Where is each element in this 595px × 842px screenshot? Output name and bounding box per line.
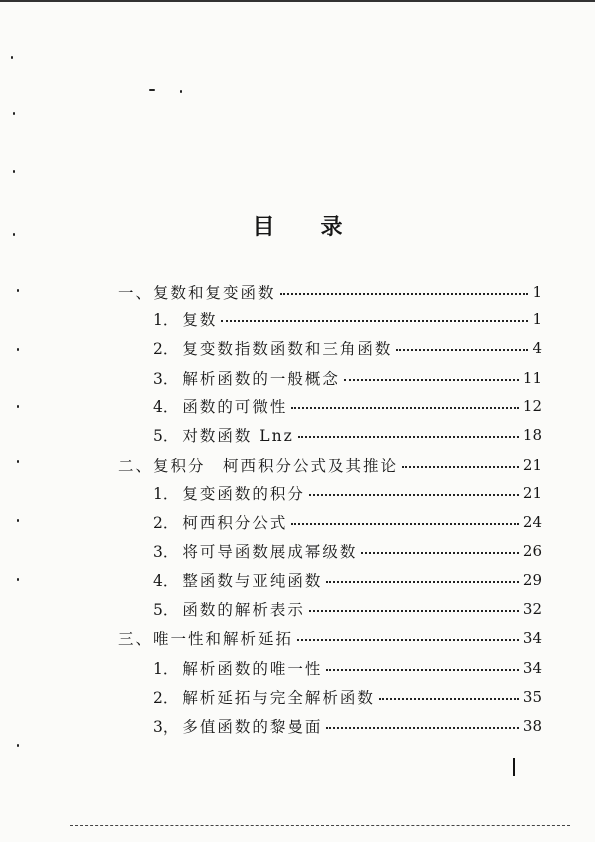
toc-number: 4． — [153, 572, 179, 590]
toc-number: 3． — [153, 370, 179, 388]
toc-section-1-1[interactable] — [153, 307, 542, 331]
scan-speck — [17, 460, 19, 463]
toc-label: 柯西积分公式 — [182, 514, 288, 532]
dot-leader — [221, 320, 528, 322]
toc-label: 一、复数和复变函数 — [118, 284, 276, 302]
toc-label: 将可导函数展成幂级数 — [182, 543, 358, 561]
toc-label: 二、复积分 柯西积分公式及其推论 — [118, 457, 399, 475]
toc-page-number: 34 — [522, 629, 542, 647]
toc-label: 复数 — [182, 311, 218, 329]
toc-page-number: 1 — [532, 283, 542, 301]
toc-number: 1． — [153, 660, 179, 678]
dot-leader — [297, 639, 519, 641]
toc-section-3-1[interactable] — [153, 656, 542, 680]
toc-section-1-5[interactable] — [153, 423, 542, 447]
toc-section-1-2[interactable] — [153, 336, 542, 360]
toc-label: 函数的可微性 — [182, 398, 288, 416]
dot-leader — [326, 669, 519, 671]
scan-speck — [13, 112, 15, 115]
bottom-edge-rule — [70, 825, 570, 826]
dot-leader — [326, 581, 519, 583]
toc-label: 对数函数 Lnz — [182, 427, 294, 445]
toc-page-number: 21 — [522, 456, 542, 474]
scan-speck — [11, 56, 13, 59]
dot-leader — [309, 494, 519, 496]
toc-section-3-2[interactable] — [153, 685, 542, 709]
toc-page-number: 32 — [522, 600, 542, 618]
dot-leader — [309, 610, 519, 612]
scan-speck — [17, 348, 19, 351]
folio-mark — [513, 758, 515, 776]
scan-speck — [13, 170, 15, 173]
toc-label: 解析函数的一般概念 — [182, 370, 340, 388]
toc-number: 3． — [153, 543, 179, 561]
toc-page-number: 35 — [522, 688, 542, 706]
toc-section-2-3[interactable] — [153, 539, 542, 563]
scan-speck — [149, 89, 155, 91]
scan-speck — [17, 405, 19, 408]
toc-number: 1． — [153, 485, 179, 503]
toc-number: 5． — [153, 601, 179, 619]
toc-number: 1． — [153, 311, 179, 329]
toc-section-3-3[interactable] — [153, 714, 542, 738]
toc-number: 2． — [153, 340, 179, 358]
top-edge-rule — [0, 0, 595, 2]
toc-section-2-5[interactable] — [153, 597, 542, 621]
toc-page-number: 34 — [522, 659, 542, 677]
toc-label: 整函数与亚纯函数 — [182, 572, 323, 590]
dot-leader — [344, 379, 519, 381]
toc-number: 3， — [153, 718, 179, 736]
dot-leader — [402, 466, 519, 468]
toc-page-number: 18 — [522, 426, 542, 444]
dot-leader — [379, 698, 519, 700]
toc-number: 4． — [153, 398, 179, 416]
toc-section-1-3[interactable] — [153, 366, 542, 390]
toc-page-number: 38 — [522, 717, 542, 735]
dot-leader — [361, 552, 519, 554]
toc-label: 解析函数的唯一性 — [182, 660, 323, 678]
dot-leader — [291, 523, 519, 525]
toc-page-number: 24 — [522, 513, 542, 531]
toc-page-number: 29 — [522, 571, 542, 589]
toc-page-number: 1 — [532, 310, 542, 328]
dot-leader — [326, 727, 519, 729]
toc-label: 解析延拓与完全解析函数 — [182, 689, 375, 707]
scan-speck — [17, 289, 19, 292]
dot-leader — [280, 293, 529, 295]
toc-chapter-2[interactable] — [118, 453, 542, 477]
scan-speck — [17, 519, 19, 522]
scan-speck — [17, 744, 19, 747]
dot-leader — [298, 436, 519, 438]
scan-speck — [17, 578, 19, 581]
toc-number: 5． — [153, 427, 179, 445]
toc-chapter-1[interactable] — [118, 280, 542, 304]
toc-label: 函数的解析表示 — [182, 601, 305, 619]
toc-page-number: 4 — [532, 339, 542, 357]
page-title — [0, 210, 595, 241]
dot-leader — [396, 349, 528, 351]
toc-section-1-4[interactable] — [153, 394, 542, 418]
toc-number: 2． — [153, 514, 179, 532]
toc-label: 三、唯一性和解析延拓 — [118, 630, 294, 648]
dot-leader — [291, 407, 519, 409]
toc-chapter-3[interactable] — [118, 626, 542, 650]
toc-page-number: 26 — [522, 542, 542, 560]
toc-label: 复变数指数函数和三角函数 — [182, 340, 393, 358]
title-char-2: 录 — [320, 215, 343, 240]
toc-label: 复变函数的积分 — [182, 485, 305, 503]
scan-speck — [180, 90, 182, 93]
toc-page-number: 21 — [522, 484, 542, 502]
toc-number: 2． — [153, 689, 179, 707]
toc-section-2-4[interactable] — [153, 568, 542, 592]
toc-page-number: 11 — [522, 369, 542, 387]
toc-label: 多值函数的黎曼面 — [182, 718, 323, 736]
toc-page-number: 12 — [522, 397, 542, 415]
toc-section-2-1[interactable] — [153, 481, 542, 505]
toc-section-2-2[interactable] — [153, 510, 542, 534]
title-char-1: 目 — [252, 215, 275, 240]
